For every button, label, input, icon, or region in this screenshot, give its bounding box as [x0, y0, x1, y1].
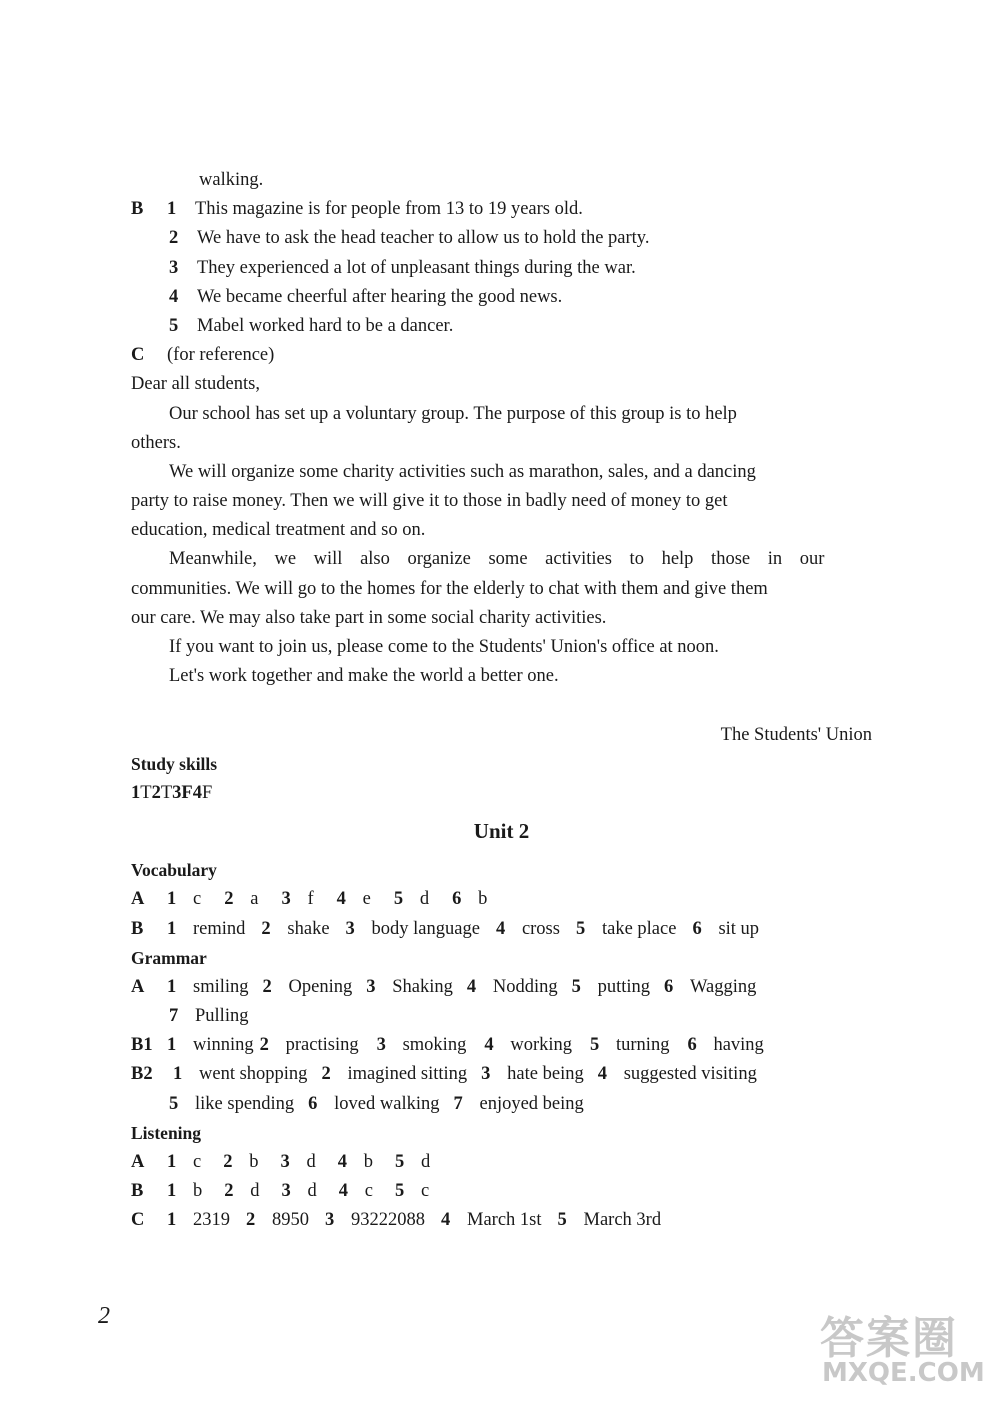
- item-number: 5: [575, 918, 586, 939]
- item-number: 4: [484, 1035, 494, 1056]
- sentence-5: [131, 312, 872, 341]
- item-number: 4: [441, 1210, 451, 1231]
- section-label: B2: [131, 1064, 153, 1085]
- answer: went shopping: [199, 1064, 308, 1085]
- item-number: 5: [393, 889, 404, 910]
- item-number: 1: [131, 782, 141, 803]
- item-number: 1: [173, 1064, 183, 1085]
- item-number: 4: [169, 286, 179, 307]
- letter: [131, 370, 872, 749]
- sentence-text: They experienced a lot of unpleasant things during the war.: [197, 257, 636, 278]
- answer: b: [193, 1181, 203, 1202]
- item-number: 1: [167, 1152, 177, 1172]
- answer: Opening: [288, 976, 353, 997]
- letter-line: party to raise money. Then we will give it to those in badly need of money to get: [131, 491, 728, 512]
- answer: d: [306, 1152, 316, 1172]
- answer: cross: [521, 918, 560, 939]
- item-number: 2: [321, 1064, 331, 1085]
- grammar-a-answers-cont: [131, 1002, 872, 1031]
- section-label: B: [131, 1181, 144, 1202]
- item-number: 5: [169, 315, 179, 336]
- answer: March 1st: [467, 1210, 542, 1231]
- sentence-2: [131, 224, 872, 253]
- item-number: 4: [597, 1064, 607, 1085]
- watermark-en: MXQE.COM: [822, 1358, 985, 1388]
- item-number: 1: [167, 889, 177, 910]
- vocabulary-heading: Vocabulary: [131, 860, 217, 881]
- section-label: B: [131, 199, 144, 220]
- item-number: 5: [571, 976, 581, 997]
- item-number: 3: [366, 976, 376, 997]
- answer: sit up: [718, 918, 760, 939]
- answer: a: [250, 889, 259, 910]
- letter-line: We will organize some charity activities such as marathon, sales, and a dancing: [169, 461, 756, 482]
- answer: c: [193, 889, 202, 910]
- answer: suggested visiting: [623, 1064, 757, 1085]
- answer: b: [478, 889, 488, 910]
- answer: enjoyed being: [479, 1093, 584, 1114]
- sentence-4: [131, 283, 872, 312]
- item-number: 3: [280, 1152, 290, 1172]
- item-number: 4: [466, 976, 477, 997]
- item-number: 2: [259, 1035, 269, 1056]
- study-skills-heading: Study skills: [131, 753, 218, 774]
- sentence-text: We became cheerful after hearing the good news.: [197, 286, 563, 307]
- answer: loved walking: [334, 1093, 440, 1114]
- answer: putting: [597, 976, 651, 997]
- study-skills-answers: [131, 779, 872, 808]
- page-number: 2: [98, 1303, 110, 1329]
- letter-line: [131, 400, 872, 429]
- answer: Pulling: [195, 1006, 249, 1027]
- grammar-a-answers: [131, 973, 872, 1002]
- watermark-logo: [798, 1302, 988, 1394]
- answer: smoking: [402, 1035, 467, 1056]
- continued-text: walking.: [199, 170, 264, 190]
- answer: c: [364, 1181, 373, 1202]
- answer: Wagging: [690, 976, 757, 997]
- answer: d: [250, 1181, 260, 1202]
- answer: working: [510, 1035, 572, 1056]
- sentence-text: This magazine is for people from 13 to 19 years old.: [195, 199, 583, 220]
- section-c-header: [131, 341, 872, 370]
- item-number: 5: [169, 1093, 179, 1114]
- item-number: 5: [557, 1210, 567, 1231]
- item-number: 2: [224, 1181, 234, 1202]
- answer: March 3rd: [583, 1210, 662, 1231]
- answer: Shaking: [392, 976, 453, 997]
- answer: practising: [285, 1035, 359, 1056]
- answer: 8950: [272, 1210, 309, 1231]
- sentence-1: [131, 195, 872, 224]
- item-number: 2: [223, 1152, 233, 1172]
- vocab-a-answers: [131, 885, 872, 914]
- item-number: 2: [169, 228, 179, 249]
- answer: T: [160, 782, 173, 803]
- section-label: C: [131, 345, 145, 366]
- listening-heading: Listening: [131, 1122, 202, 1143]
- letter-line: education, medical treatment and so on.: [131, 520, 426, 541]
- answer: shake: [287, 918, 330, 939]
- item-number: 7: [169, 1006, 179, 1027]
- answer: f: [307, 889, 314, 910]
- answer: d: [420, 1152, 431, 1172]
- watermark-cn: 答案圈: [820, 1313, 958, 1364]
- item-number: 2: [246, 1210, 256, 1231]
- spacer: [131, 691, 872, 720]
- reference-note: (for reference): [167, 345, 275, 366]
- item-number: 2: [261, 918, 271, 939]
- item-number: 3: [281, 889, 291, 910]
- grammar-b1-answers: [131, 1031, 872, 1060]
- item-number: 3: [376, 1035, 386, 1056]
- item-number: 1: [167, 1181, 177, 1202]
- sentence-text: We have to ask the head teacher to allow us to hold the party.: [197, 228, 650, 249]
- answer: Nodding: [492, 976, 558, 997]
- item-number: 3: [172, 782, 182, 803]
- answer: F: [181, 782, 193, 803]
- answer-page: [131, 166, 872, 1236]
- item-number: 6: [692, 918, 702, 939]
- item-number: 7: [453, 1093, 463, 1114]
- item-number: 4: [495, 918, 506, 939]
- item-number: 2: [262, 976, 272, 997]
- item-number: 1: [167, 1210, 177, 1231]
- section-label: B: [131, 918, 144, 939]
- grammar-heading: Grammar: [131, 947, 207, 968]
- answer: 93222088: [351, 1210, 425, 1231]
- letter-greeting: Dear all students,: [131, 374, 260, 395]
- item-number: 6: [308, 1093, 318, 1114]
- answer: smiling: [193, 976, 249, 997]
- item-number: 4: [336, 889, 346, 910]
- vocab-b-answers: [131, 915, 872, 944]
- item-number: 3: [169, 257, 179, 278]
- letter-line: Let's work together and make the world a better one.: [169, 666, 559, 687]
- item-number: 6: [452, 889, 462, 910]
- grammar-b2-answers-cont: [131, 1090, 872, 1119]
- section-label: A: [131, 1152, 145, 1172]
- answer: take place: [601, 918, 677, 939]
- item-number: 3: [281, 1181, 291, 1202]
- item-number: 1: [167, 976, 177, 997]
- item-number: 4: [338, 1181, 348, 1202]
- answer: imagined sitting: [347, 1064, 468, 1085]
- item-number: 1: [167, 1035, 177, 1056]
- letter-line: our care. We may also take part in some social charity activities.: [131, 607, 607, 628]
- continued-line: [131, 166, 872, 195]
- unit-title: Unit 2: [473, 819, 530, 844]
- answer: body language: [371, 918, 480, 939]
- answer: b: [363, 1152, 373, 1172]
- answer: 2319: [193, 1210, 230, 1231]
- answer: turning: [616, 1035, 670, 1056]
- section-b-sentences: [131, 195, 872, 341]
- listening-b-answers: [131, 1177, 872, 1206]
- answer: remind: [193, 918, 246, 939]
- section-label: A: [131, 976, 145, 997]
- answer: e: [362, 889, 371, 910]
- item-number: 1: [167, 199, 177, 220]
- letter-line: communities. We will go to the homes for the elderly to chat with them and give them: [131, 578, 768, 599]
- item-number: 6: [664, 976, 674, 997]
- letter-line: Meanwhile, we will also organize some activities to help those in our: [169, 549, 825, 570]
- answer: d: [307, 1181, 317, 1202]
- item-number: 4: [192, 782, 202, 803]
- item-number: 6: [687, 1035, 697, 1056]
- grammar-b2-answers: [131, 1060, 872, 1089]
- answer: c: [420, 1181, 430, 1202]
- answer: b: [249, 1152, 259, 1172]
- letter-signature: The Students' Union: [720, 724, 872, 745]
- item-number: 2: [224, 889, 234, 910]
- answer: c: [193, 1152, 202, 1172]
- letter-line: If you want to join us, please come to the Students' Union's office at noon.: [169, 637, 719, 657]
- item-number: 5: [590, 1035, 600, 1056]
- item-number: 5: [394, 1181, 405, 1202]
- item-number: 4: [337, 1152, 347, 1172]
- sentence-text: Mabel worked hard to be a dancer.: [197, 315, 454, 336]
- answer: like spending: [195, 1093, 295, 1114]
- item-number: 5: [394, 1152, 405, 1172]
- sentence-3: [131, 254, 872, 283]
- item-number: 3: [345, 918, 355, 939]
- answer: hate being: [507, 1064, 584, 1085]
- item-number: 3: [481, 1064, 491, 1085]
- answer: having: [713, 1035, 764, 1056]
- item-number: 3: [325, 1210, 335, 1231]
- letter-text: Our school has set up a voluntary group. The purpose of this group is to help: [169, 403, 737, 424]
- listening-c-answers: [131, 1206, 872, 1235]
- section-label: C: [131, 1210, 145, 1231]
- answer: F: [201, 782, 213, 803]
- section-label: A: [131, 889, 145, 910]
- item-number: 2: [151, 782, 161, 803]
- answer: winning: [193, 1035, 254, 1056]
- listening-a-answers: [131, 1148, 872, 1177]
- answer: T: [140, 782, 152, 803]
- section-label: B1: [131, 1035, 153, 1056]
- item-number: 1: [167, 918, 177, 939]
- answer: d: [419, 889, 430, 910]
- letter-line: others.: [131, 432, 181, 453]
